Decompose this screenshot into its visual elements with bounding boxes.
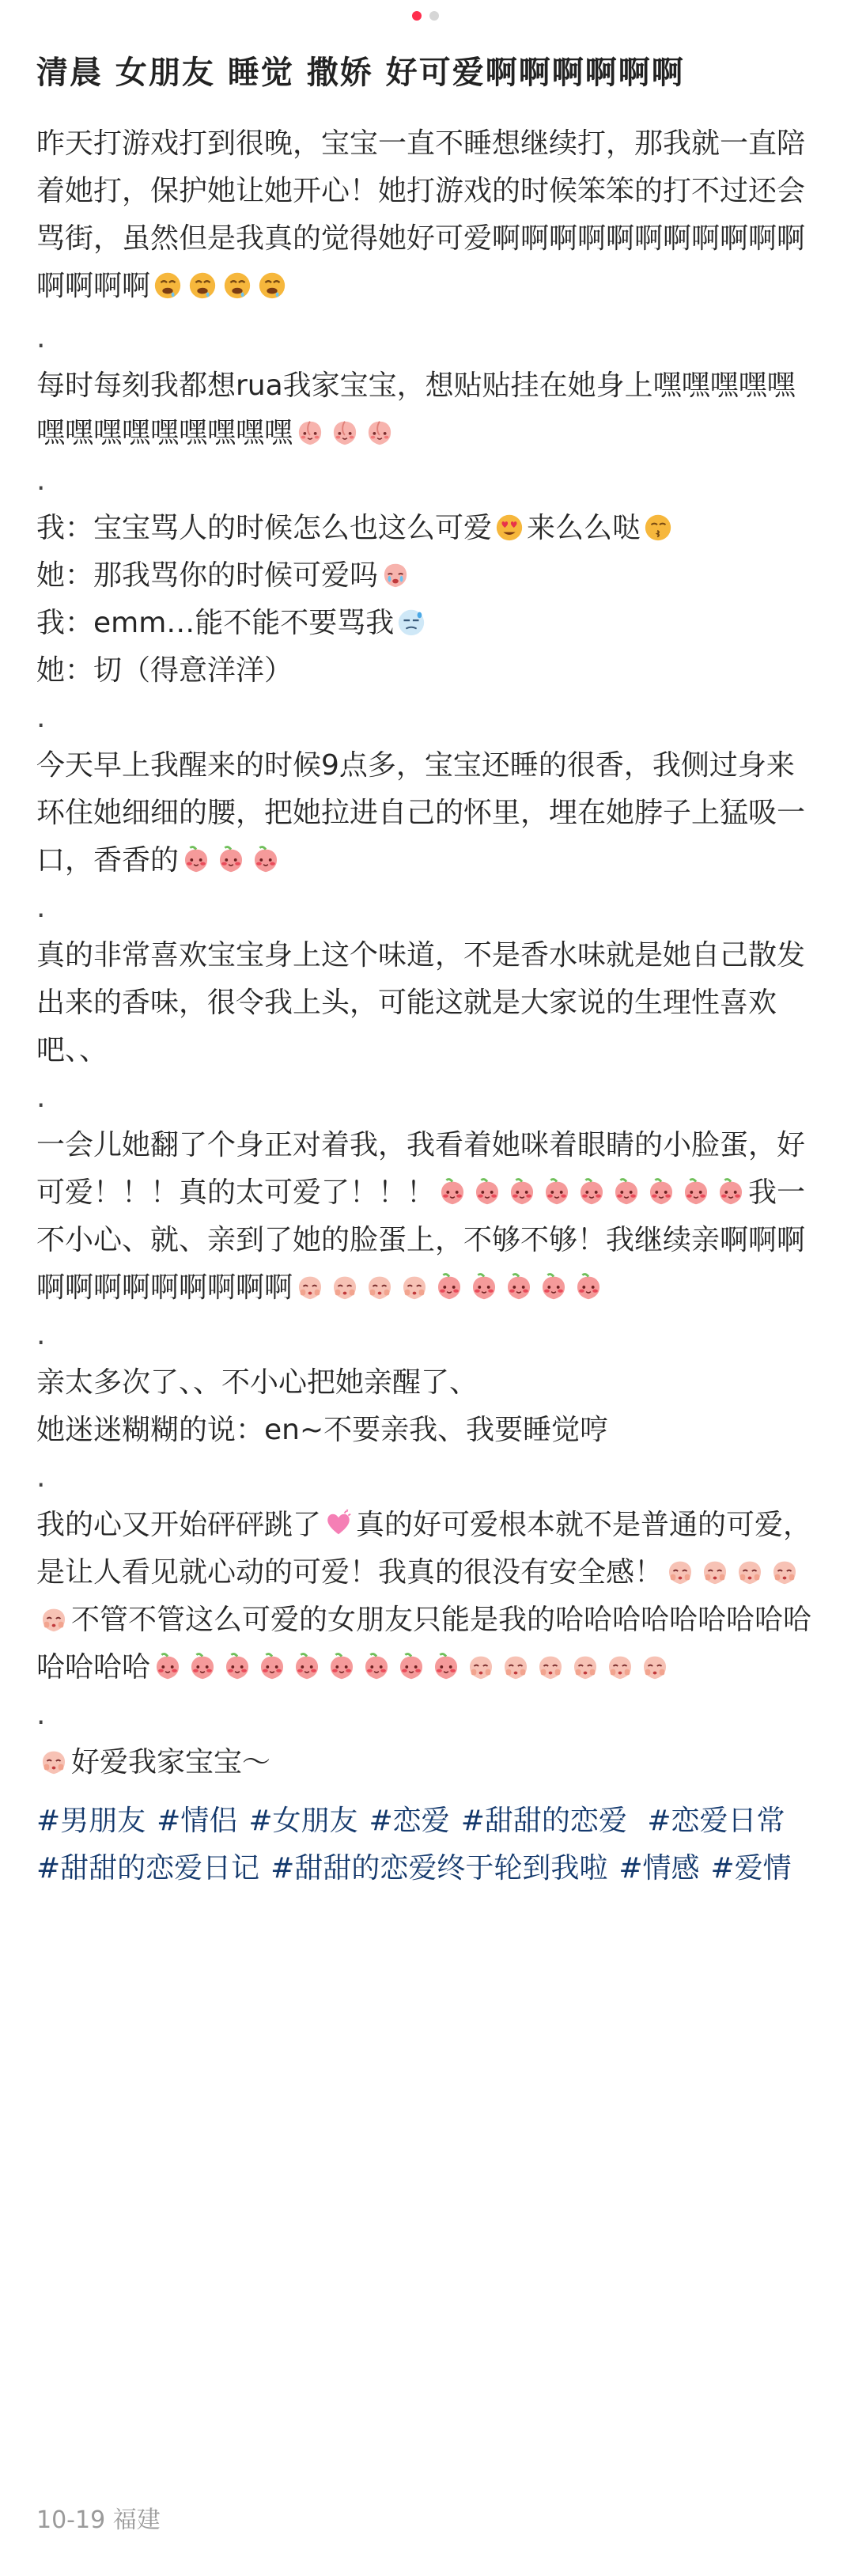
shy-face-icon	[570, 1651, 600, 1681]
paragraph-6b: 她迷迷糊糊的说：en~不要亲我、我要睡觉哼	[36, 1414, 609, 1446]
hashtag-link[interactable]: #情感	[618, 1852, 700, 1885]
blushing-peach-icon	[573, 1271, 603, 1301]
dialogue-line-1	[36, 505, 819, 552]
peach-face-icon	[365, 417, 395, 447]
shy-face-icon	[466, 1651, 496, 1681]
blushing-peach-icon	[251, 844, 281, 874]
hashtag-link[interactable]: #甜甜的恋爱终于轮到我啦	[270, 1852, 608, 1885]
post-body	[36, 120, 819, 1892]
blushing-peach-icon	[646, 1176, 676, 1207]
blushing-peach-icon	[431, 1651, 461, 1681]
paragraph-3	[36, 742, 819, 885]
peach-face-icon	[295, 417, 325, 447]
paragraph-8	[36, 1739, 819, 1786]
blushing-peach-icon	[542, 1176, 572, 1207]
separator-dot: .	[36, 322, 46, 354]
hashtag-link[interactable]: #情侣	[157, 1805, 238, 1837]
sweat-face-icon	[396, 607, 426, 637]
hashtag-link[interactable]: #甜甜的恋爱	[460, 1805, 627, 1837]
post-date-location: 10-19 福建	[36, 2506, 161, 2534]
paragraph-text: 昨天打游戏打到很晚，宝宝一直不睡想继续打，那我就一直陪着她打，保护她让她开心！她打游戏的时候笨笨的打不过还会骂街，虽然但是我真的觉得她好可爱啊啊啊啊啊啊啊啊啊啊啊啊啊啊啊	[36, 127, 806, 302]
hashtag-link[interactable]: #男朋友	[36, 1805, 146, 1837]
shy-face-icon	[399, 1271, 429, 1301]
hashtag-link[interactable]: #恋爱	[369, 1805, 450, 1837]
blushing-peach-icon	[396, 1651, 426, 1681]
paragraph-text: 不管不管这么可爱的女朋友只能是我的哈哈哈哈哈哈哈哈哈哈哈哈哈	[36, 1604, 812, 1684]
dialogue-text: 我：宝宝骂人的时候怎么也这么可爱	[36, 512, 493, 544]
paragraph-2	[36, 362, 819, 457]
dialogue-line-3	[36, 600, 819, 647]
blushing-peach-icon	[292, 1651, 322, 1681]
blushing-peach-icon	[222, 1651, 252, 1681]
hashtag-list	[36, 1798, 819, 1892]
dialogue-line-2	[36, 552, 819, 600]
blushing-peach-icon	[437, 1176, 467, 1207]
post-title: 清晨 女朋友 睡觉 撒娇 好可爱啊啊啊啊啊啊	[36, 55, 685, 91]
paragraph-1	[36, 120, 819, 310]
paragraph-text: 真的好可爱根本就不是普通的可爱，是让人看见就心动的可爱！我真的很没有安全感！	[36, 1509, 812, 1589]
paragraph-5	[36, 1122, 819, 1312]
drooling-face-icon	[153, 270, 183, 300]
paragraph-6a: 亲太多次了、、不小心把她亲醒了、	[36, 1366, 478, 1399]
shy-face-icon	[770, 1556, 800, 1586]
blushing-peach-icon	[434, 1271, 464, 1301]
shy-face-icon	[39, 1746, 69, 1776]
blushing-peach-icon	[153, 1651, 183, 1681]
hashtag-link[interactable]: #甜甜的恋爱日记	[36, 1852, 260, 1885]
pink-heart-icon	[323, 1509, 354, 1539]
blushing-peach-icon	[577, 1176, 607, 1207]
separator-dot: .	[36, 1082, 46, 1114]
blushing-peach-icon	[504, 1271, 534, 1301]
shy-face-icon	[330, 1271, 360, 1301]
drooling-face-icon	[222, 270, 252, 300]
hashtag-link[interactable]: #爱情	[710, 1852, 792, 1885]
blushing-peach-icon	[472, 1176, 502, 1207]
paragraph-text: 每时每刻我都想rua我家宝宝，想贴贴挂在她身上嘿嘿嘿嘿嘿嘿嘿嘿嘿嘿嘿嘿嘿嘿	[36, 369, 796, 449]
shy-face-icon	[535, 1651, 565, 1681]
blushing-peach-icon	[681, 1176, 711, 1207]
blushing-peach-icon	[469, 1271, 499, 1301]
paragraph-text: 好爱我家宝宝～	[71, 1746, 271, 1779]
shy-face-icon	[501, 1651, 531, 1681]
blushing-peach-icon	[327, 1651, 357, 1681]
dialogue-text: 来么么哒	[527, 512, 641, 544]
paragraph-4: 真的非常喜欢宝宝身上这个味道，不是香水味就是她自己散发出来的香味，很令我上头，可能这就是大家说的生理性喜欢吧、、	[36, 939, 806, 1066]
shy-face-icon	[640, 1651, 670, 1681]
blushing-peach-icon	[539, 1271, 569, 1301]
paragraph-text: 我的心又开始砰砰跳了	[36, 1509, 322, 1541]
pager-dot	[429, 11, 439, 21]
paragraph-text: 一会儿她翻了个身正对着我，我看着她咪着眼睛的小脸蛋，好可爱！！！真的太可爱了！！！	[36, 1129, 806, 1209]
blushing-peach-icon	[181, 844, 211, 874]
shy-face-icon	[365, 1271, 395, 1301]
dialogue-text: 我：emm…能不能不要骂我	[36, 607, 395, 639]
shy-face-icon	[295, 1271, 325, 1301]
separator-dot: .	[36, 1461, 46, 1494]
dialogue-text: 她：那我骂你的时候可爱吗	[36, 559, 379, 592]
pager-dot-active	[412, 11, 422, 21]
crying-face-icon	[380, 559, 410, 589]
blushing-peach-icon	[361, 1651, 391, 1681]
separator-dot: .	[36, 464, 46, 497]
image-pager	[0, 9, 851, 22]
heart-eyes-icon	[494, 512, 524, 542]
kissing-face-icon	[643, 512, 673, 542]
shy-face-icon	[665, 1556, 695, 1586]
peach-face-icon	[330, 417, 360, 447]
hashtag-link[interactable]: #女朋友	[248, 1805, 358, 1837]
separator-dot: .	[36, 1319, 46, 1351]
blushing-peach-icon	[716, 1176, 746, 1207]
blushing-peach-icon	[257, 1651, 287, 1681]
hashtag-link[interactable]: #恋爱日常	[647, 1805, 785, 1837]
paragraph-text: 我一不小心、就、亲到了她的脸蛋上，不够不够！我继续亲啊啊啊啊啊啊啊啊啊啊啊啊	[36, 1176, 806, 1304]
blushing-peach-icon	[611, 1176, 641, 1207]
shy-face-icon	[39, 1604, 69, 1634]
separator-dot: .	[36, 892, 46, 924]
drooling-face-icon	[257, 270, 287, 300]
paragraph-text: 今天早上我醒来的时候9点多，宝宝还睡的很香，我侧过身来环住她细细的腰，把她拉进自己的怀里，埋在她脖子上猛吸一口，香香的	[36, 749, 806, 877]
paragraph-7	[36, 1502, 819, 1691]
blushing-peach-icon	[216, 844, 246, 874]
separator-dot: .	[36, 702, 46, 734]
shy-face-icon	[605, 1651, 635, 1681]
drooling-face-icon	[187, 270, 217, 300]
blushing-peach-icon	[507, 1176, 537, 1207]
shy-face-icon	[735, 1556, 765, 1586]
dialogue-line-4: 她：切（得意洋洋）	[36, 654, 293, 687]
shy-face-icon	[700, 1556, 730, 1586]
separator-dot: .	[36, 1699, 46, 1731]
blushing-peach-icon	[187, 1651, 217, 1681]
